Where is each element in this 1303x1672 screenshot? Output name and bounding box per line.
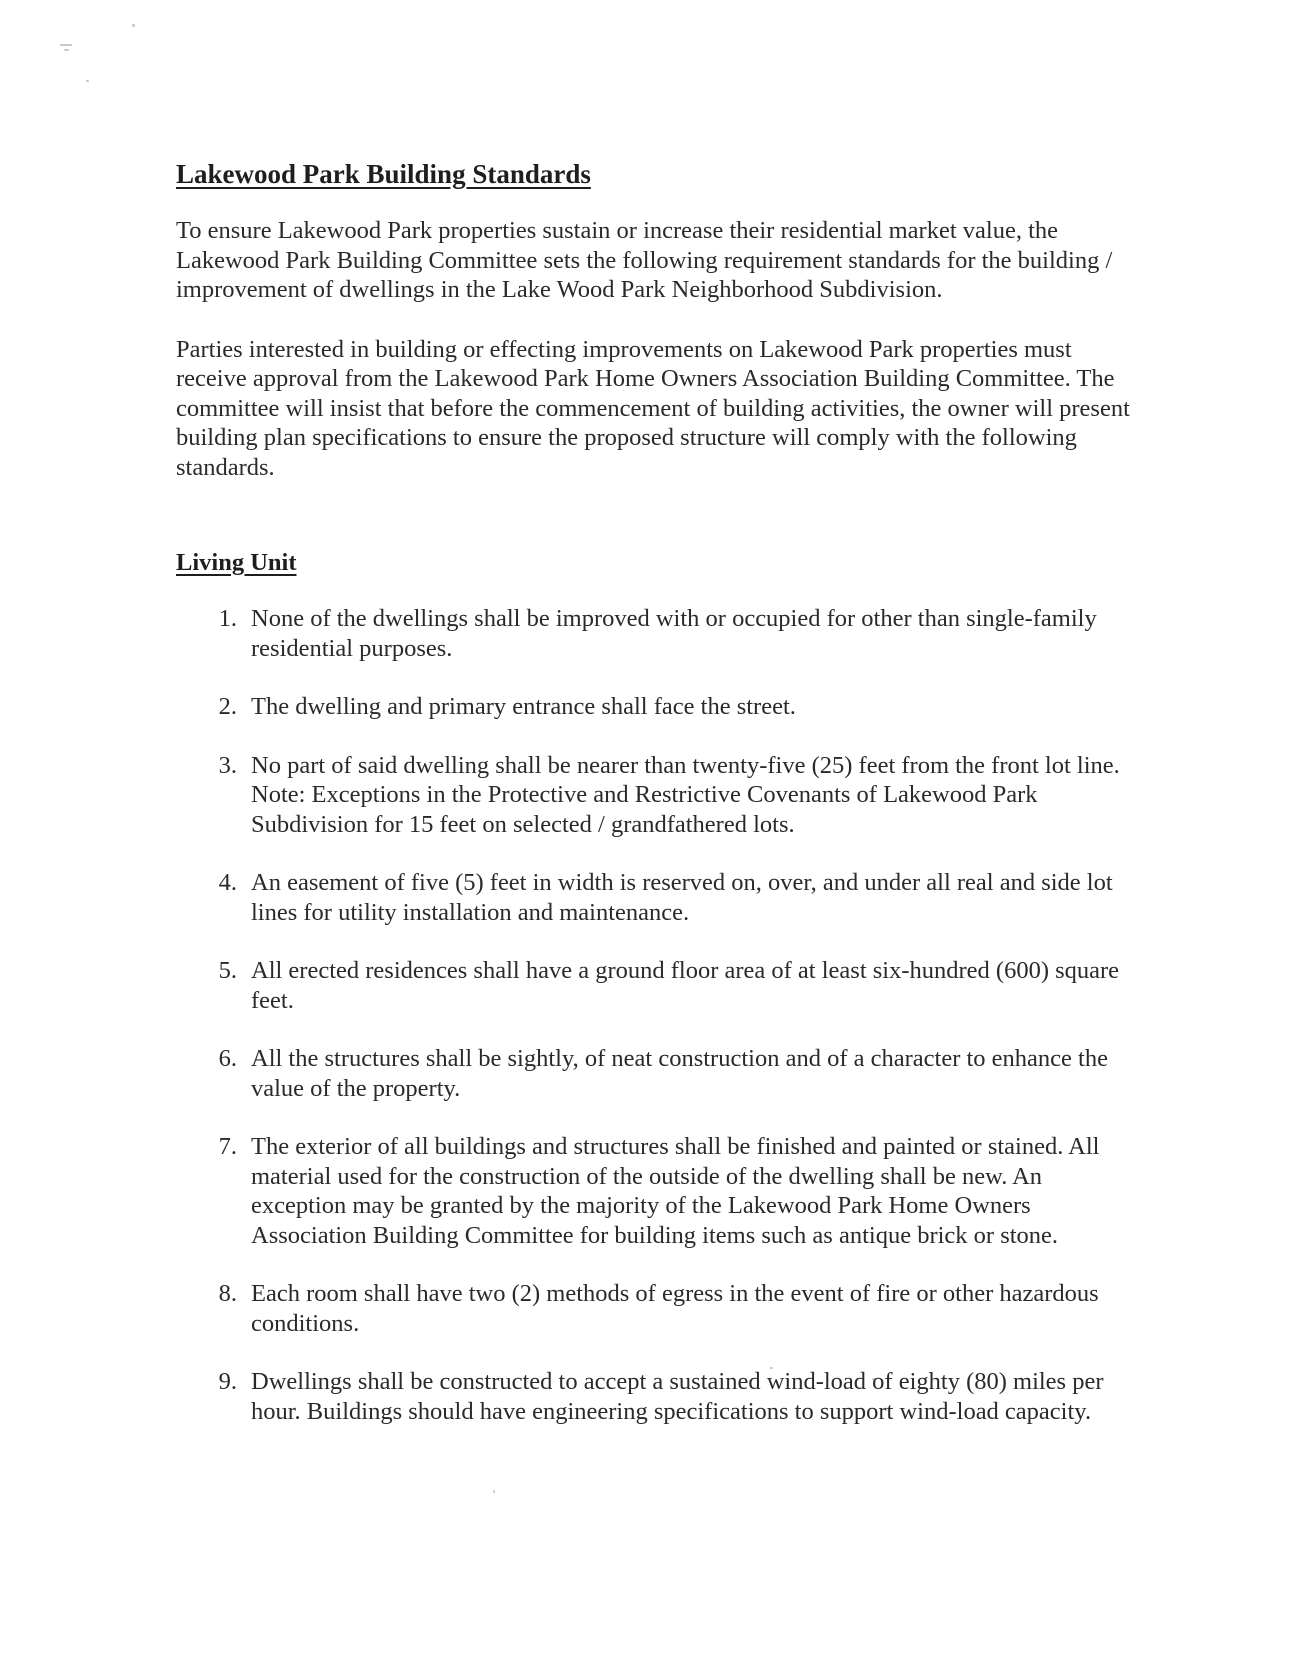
rule-number: 9.: [218, 1368, 237, 1395]
rule-item-1: [176, 604, 1136, 663]
rule-number: 7.: [218, 1133, 237, 1160]
rule-number: 2.: [218, 693, 237, 720]
rule-text: Dwellings shall be constructed to accept a sustained wind-load of eighty (80) miles per hour. Buildings should have engineering specifications to support wind-load capacity.: [251, 1368, 1104, 1425]
scan-speck: [86, 80, 89, 82]
rule-number: 4.: [218, 869, 237, 896]
section-heading-living-unit: Living Unit: [176, 549, 297, 576]
scan-speck: [493, 1490, 495, 1493]
rule-item-9: [176, 1367, 1136, 1426]
rule-list: [176, 604, 1136, 1426]
rule-item-3: [176, 751, 1136, 840]
rule-item-7: [176, 1132, 1136, 1250]
rule-item-6: [176, 1044, 1136, 1103]
scan-speck: [60, 44, 72, 46]
rule-text: All the structures shall be sightly, of neat construction and of a character to enhance the value of the property.: [251, 1045, 1108, 1102]
rule-text: The dwelling and primary entrance shall face the street.: [251, 693, 796, 720]
rule-item-4: [176, 868, 1136, 927]
document-content: [176, 156, 1136, 1455]
rule-text: An easement of five (5) feet in width is reserved on, over, and under all real and side lot lines for utility installation and maintenance.: [251, 869, 1113, 926]
rule-item-2: [176, 692, 1136, 722]
rule-text: No part of said dwelling shall be nearer than twenty-five (25) feet from the front lot line. Note: Exceptions in the Protective and Restrictive Covenants of Lakewood Park Subdivision for 15 feet on selected / grandfathered lots.: [251, 751, 1120, 838]
rule-item-5: [176, 956, 1136, 1015]
page-title: Lakewood Park Building Standards: [176, 159, 591, 189]
rule-item-8: [176, 1279, 1136, 1338]
rule-text: Each room shall have two (2) methods of egress in the event of fire or other hazardous conditions.: [251, 1280, 1099, 1337]
scan-speck: [132, 24, 135, 27]
rule-number: 8.: [218, 1280, 237, 1307]
rule-number: 5.: [218, 957, 237, 984]
scan-speck: [64, 49, 69, 51]
rule-number: 1.: [218, 605, 237, 632]
approval-paragraph: Parties interested in building or effecting improvements on Lakewood Park properties must receive approval from the Lakewood Park Home Owners Association Building Committee. The committee will insist that before the commencement of building activities, the owner will present building plan specifications to ensure the proposed structure will comply with the following standards.: [176, 335, 1130, 481]
rule-number: 3.: [218, 751, 237, 779]
rule-text: None of the dwellings shall be improved with or occupied for other than single-family residential purposes.: [251, 605, 1097, 662]
rule-text: The exterior of all buildings and structures shall be finished and painted or stained. All material used for the construction of the outside of the dwelling shall be new. An exception may be granted by the majority of the Lakewood Park Home Owners Association Building Committee for building items such as antique brick or stone.: [251, 1133, 1100, 1249]
intro-paragraph: To ensure Lakewood Park properties sustain or increase their residential market value, the Lakewood Park Building Committee sets the following requirement standards for the building / improvement of dwellings in the Lake Wood Park Neighborhood Subdivision.: [176, 217, 1113, 303]
rule-text: All erected residences shall have a ground floor area of at least six-hundred (600) square feet.: [251, 957, 1120, 1014]
rule-number: 6.: [218, 1045, 237, 1072]
